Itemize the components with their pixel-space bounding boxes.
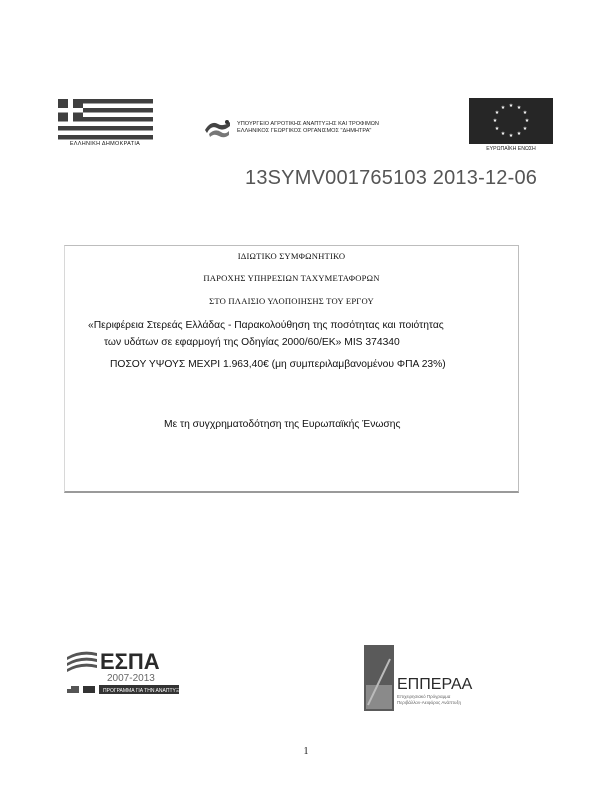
eu-caption: ΕΥΡΩΠΑΪΚΗ ΕΝΩΣΗ xyxy=(486,146,536,152)
ministry-name: ΥΠΟΥΡΓΕΙΟ ΑΓΡΟΤΙΚΗΣ ΑΝΑΠΤΥΞΗΣ ΚΑΙ ΤΡΟΦΙΜΩΝ xyxy=(237,121,379,127)
greek-republic-caption: ΕΛΛΗΝΙΚΗ ΔΗΜΟΚΡΑΤΙΑ xyxy=(69,141,141,147)
svg-text:★: ★ xyxy=(500,105,506,111)
svg-text:★: ★ xyxy=(524,118,530,124)
svg-text:★: ★ xyxy=(492,118,498,124)
project-context: ΣΤΟ ΠΛΑΙΣΙΟ ΥΛΟΠΟΙΗΣΗΣ ΤΟΥ ΕΡΓΟΥ xyxy=(209,296,374,306)
epperaa-title: ΕΠΠΕΡΑΑ xyxy=(397,676,473,693)
svg-text:★: ★ xyxy=(522,126,528,132)
epperaa-logo xyxy=(364,645,489,711)
espa-logo xyxy=(67,647,179,695)
svg-text:★: ★ xyxy=(522,110,528,116)
svg-text:★: ★ xyxy=(508,103,514,109)
svg-text:★: ★ xyxy=(500,131,506,137)
contract-amount: ΠΟΣΟΥ ΥΨΟΥΣ ΜΕΧΡΙ 1.963,40€ (μη συμπεριλαμβανομένου ΦΠΑ 23%) xyxy=(110,359,446,370)
svg-text:★: ★ xyxy=(516,105,522,111)
ministry-logo xyxy=(203,118,418,142)
epperaa-subtitle-1: Επιχειρησιακό Πρόγραμμα xyxy=(397,694,451,699)
epperaa-subtitle-2: Περιβάλλον-Αειφόρος Ανάπτυξη xyxy=(397,700,461,705)
ministry-emblem-icon xyxy=(203,118,233,140)
svg-text:★: ★ xyxy=(516,131,522,137)
page-number: 1 xyxy=(303,746,309,757)
document-id: 13SYMV001765103 2013-12-06 xyxy=(245,167,538,189)
contract-subject: ΠΑΡΟΧΗΣ ΥΠΗΡΕΣΙΩΝ ΤΑΧΥΜΕΤΑΦΟΡΩΝ xyxy=(203,273,380,283)
svg-text:★: ★ xyxy=(494,126,500,132)
contract-summary-box xyxy=(64,245,519,493)
espa-tagline: ΠΡΟΓΡΑΜΜΑ ΓΙΑ ΤΗΝ ΑΝΑΠΤΥΞΗ xyxy=(103,688,179,694)
svg-text:★: ★ xyxy=(494,110,500,116)
eu-flag-logo xyxy=(469,98,553,144)
project-title-line2: των υδάτων σε εφαρμογή της Οδηγίας 2000/60/ΕΚ» MIS 374340 xyxy=(104,337,400,348)
espa-title: ΕΣΠΑ xyxy=(100,649,160,674)
project-title-line1: «Περιφέρεια Στερεάς Ελλάδας - Παρακολούθηση της ποσότητας και ποιότητας xyxy=(88,320,444,331)
contract-type: ΙΔΙΩΤΙΚΟ ΣΥΜΦΩΝΗΤΙΚΟ xyxy=(237,251,346,261)
espa-years: 2007-2013 xyxy=(107,673,155,684)
organization-name: ΕΛΛΗΝΙΚΟΣ ΓΕΩΡΓΙΚΟΣ ΟΡΓΑΝΙΣΜΟΣ "ΔΗΜΗΤΡΑ" xyxy=(237,128,372,134)
svg-text:★: ★ xyxy=(508,133,514,139)
eu-cofunding-note: Με τη συγχρηματοδότηση της Ευρωπαϊκής Ένωσης xyxy=(164,419,401,430)
